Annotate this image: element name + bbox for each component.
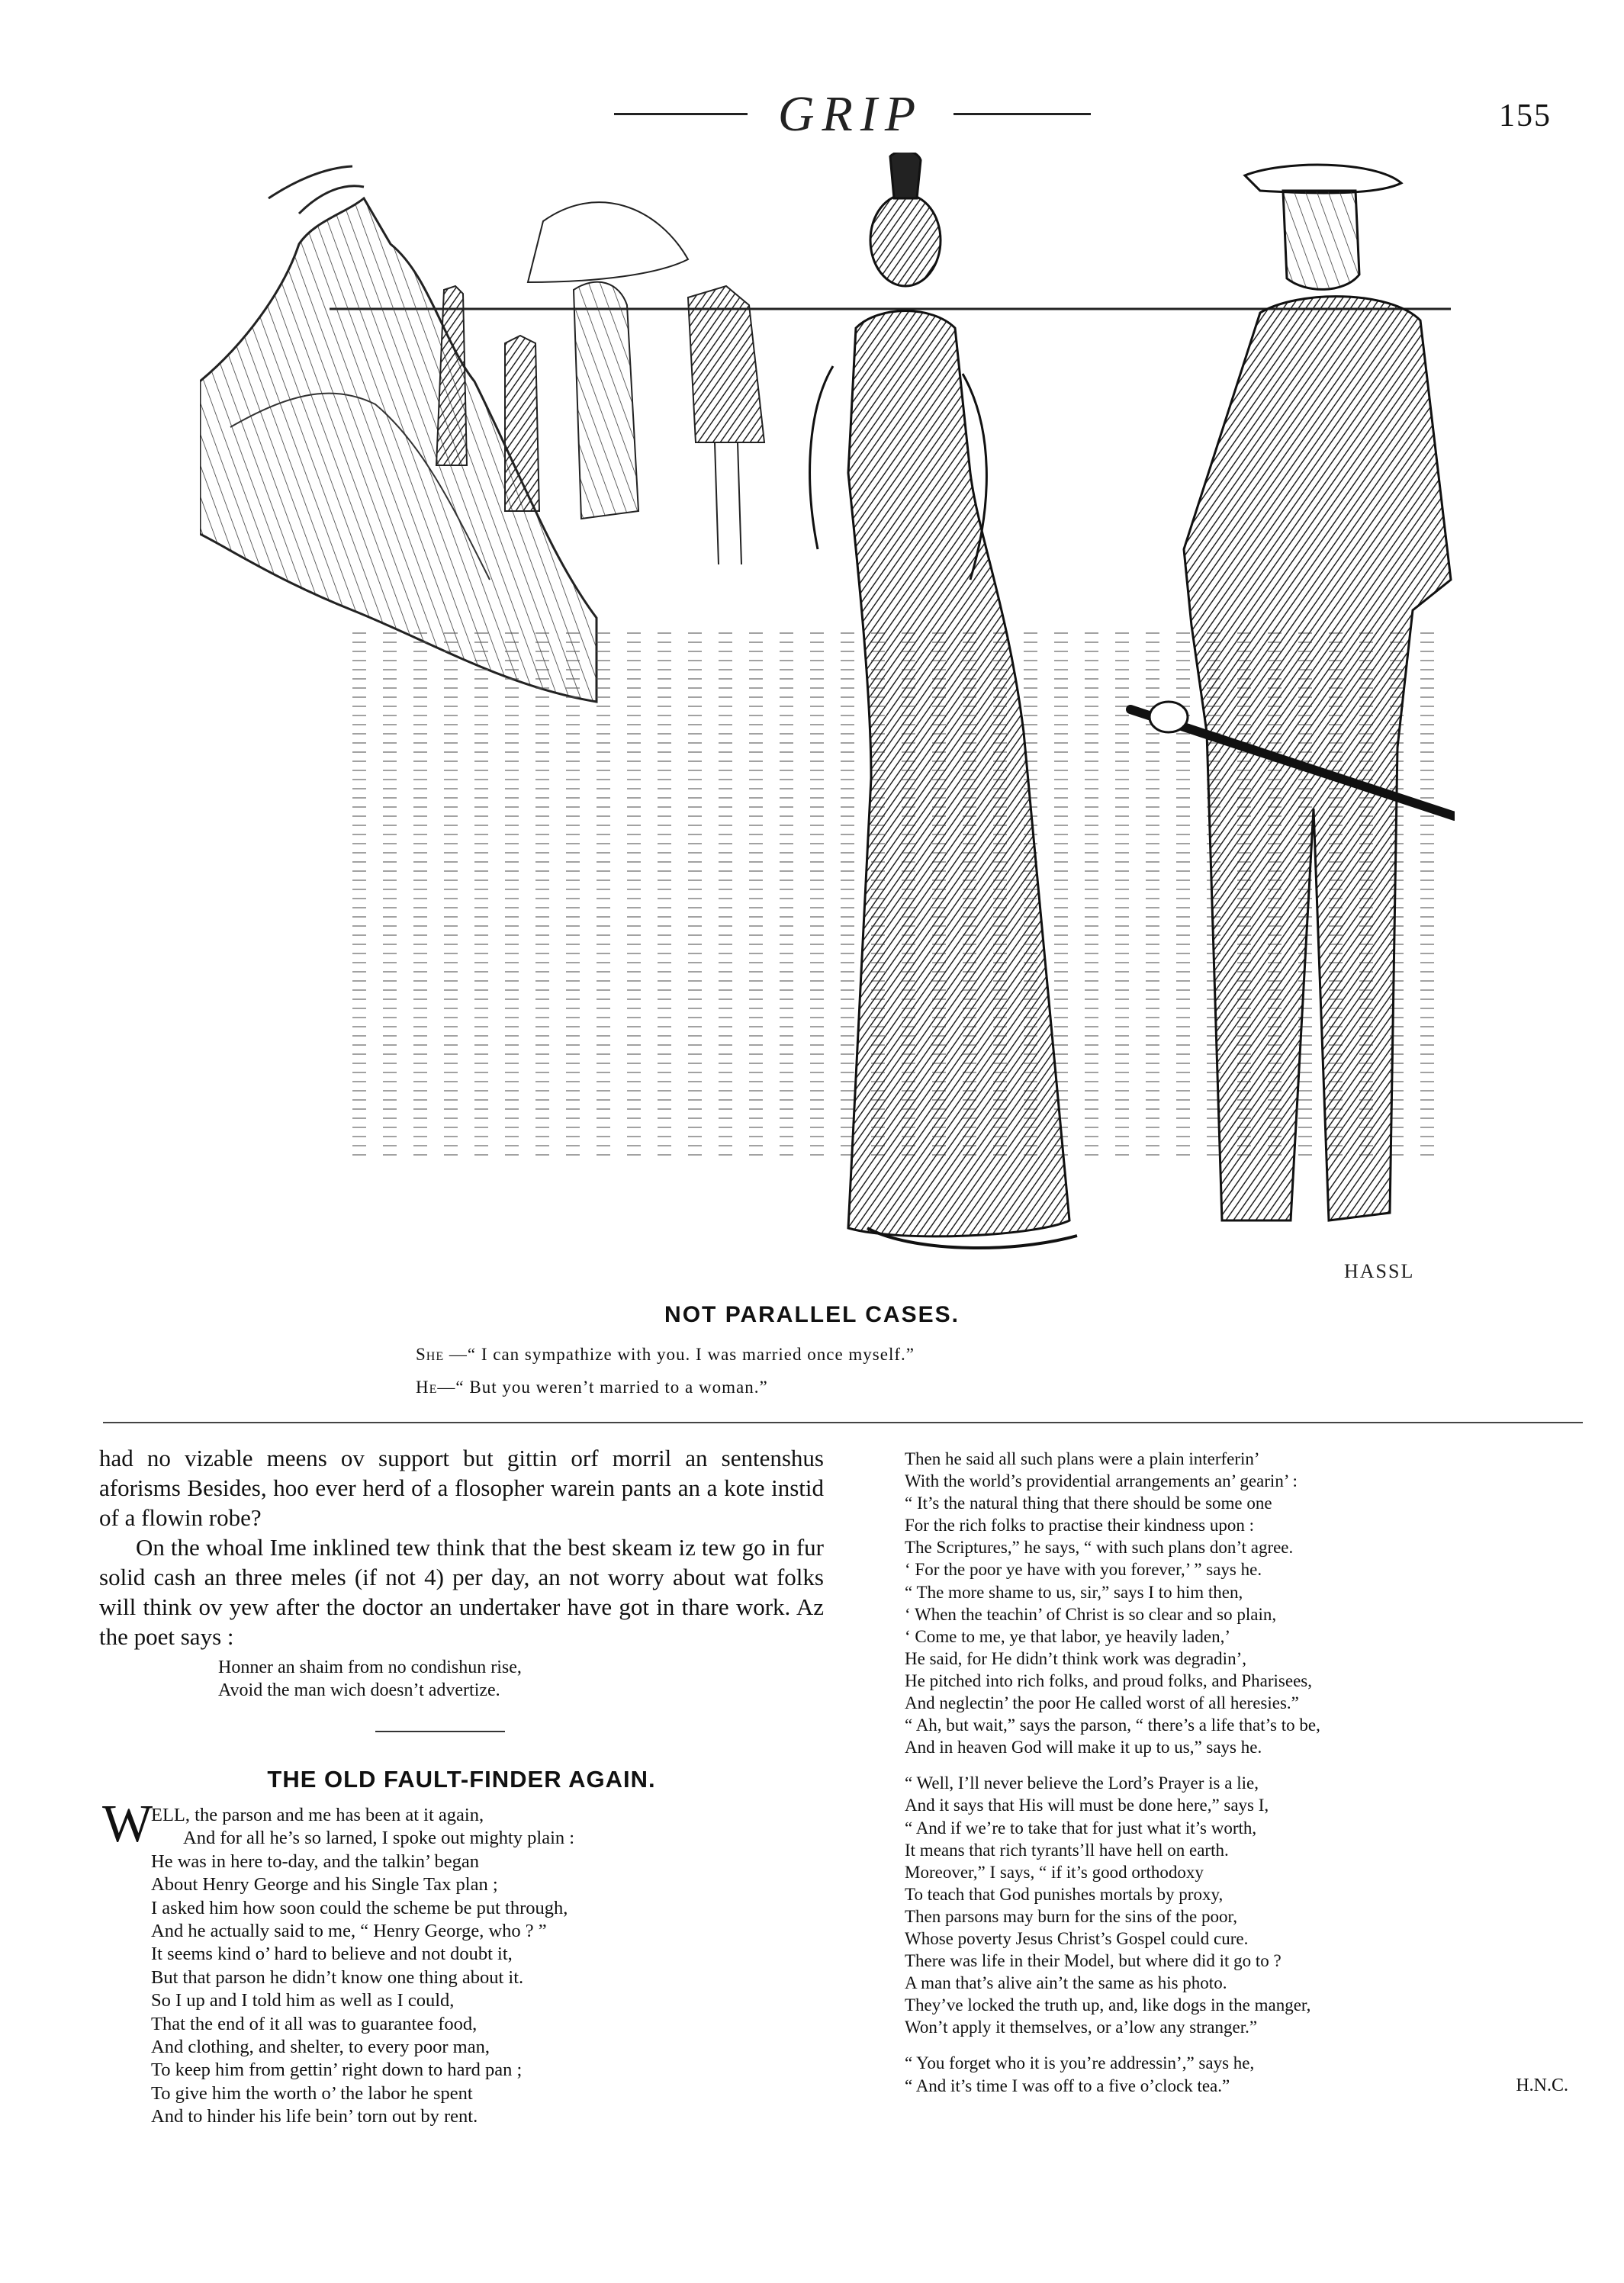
poem-line: There was life in their Model, but where did it go to ? (905, 1951, 1282, 1971)
poem-line: The Scriptures,” he says, “ with such plans don’t agree. (905, 1538, 1294, 1558)
poem-line: “ Well, I’ll never believe the Lord’s Prayer is a lie, (905, 1773, 1259, 1793)
masthead-rule-right (953, 113, 1091, 115)
poem-line: “ And if we’re to take that for just what it’s worth, (905, 1818, 1257, 1838)
poem-line: It means that rich tyrants’ll have hell on earth. (905, 1840, 1229, 1860)
stanza-1 (905, 1448, 1568, 1758)
poem-line: To keep him from gettin’ right down to hard pan ; (151, 2060, 523, 2081)
right-column (905, 1448, 1568, 2097)
poem-line: And clothing, and shelter, to every poor man, (151, 2037, 490, 2058)
paragraph-2: On the whoal Ime inklined tew think that the best skeam iz tew go in fur solid cash an three meles (if not 4) per day, an not worry about wat folks will think ov yew after the doctor an undertaker have got in thare work. Az the poet says : (99, 1534, 824, 1650)
poem-line: Whose poverty Jesus Christ’s Gospel could cure. (905, 1928, 1249, 1948)
poem-line: ‘ For the poor ye have with you forever,’ ” says he. (905, 1560, 1262, 1580)
caption-line-1 (416, 1345, 915, 1365)
poem-line: To give him the worth o’ the labor he spent (151, 2082, 473, 2104)
poem-line: A man that’s alive ain’t the same as his photo. (905, 1973, 1227, 1993)
drop-cap: W (102, 1795, 153, 1854)
poem-line: So I up and I told him as well as I could, (151, 1990, 455, 2011)
couplet-line: Honner an shaim from no condishun rise, (218, 1658, 522, 1677)
caption-title: NOT PARALLEL CASES. (664, 1302, 960, 1327)
masthead-rule-left (614, 113, 748, 115)
poem-line: It seems kind o’ hard to believe and not doubt it, (151, 1944, 513, 1965)
stanza-gap (905, 2038, 1568, 2052)
caption-divider (103, 1422, 1583, 1423)
stanza-2 (905, 1772, 1568, 2038)
poem-line: And neglectin’ the poor He called worst of all heresies.” (905, 1693, 1299, 1713)
poem-line: “ The more shame to us, sir,” says I to him then, (905, 1582, 1243, 1602)
poem-line: ‘ When the teachin’ of Christ is so clear and so plain, (905, 1604, 1277, 1624)
prose (99, 1443, 824, 1651)
poem-title: THE OLD FAULT-FINDER AGAIN. (267, 1766, 656, 1793)
poem-line: ‘ Come to me, ye that labor, ye heavily laden,’ (905, 1626, 1230, 1646)
poem-line: Then he said all such plans were a plain interferin’ (905, 1449, 1260, 1468)
poem-line: He said, for He didn’t think work was degradin’, (905, 1648, 1246, 1668)
poem-line: “ Ah, but wait,” says the parson, “ there’s a life that’s to be, (905, 1715, 1320, 1735)
poem-line: And to hinder his life bein’ torn out by rent. (151, 2106, 478, 2127)
poem-line: And he actually said to me, “ Henry George, who ? ” (151, 1921, 547, 1942)
cartoon-illustration (200, 153, 1455, 1293)
poem-line: “ And it’s time I was off to a five o’clock tea.” (905, 2076, 1230, 2095)
poem-line: Won’t apply it themselves, or a’low any stranger.” (905, 2018, 1258, 2037)
couplet-line: Avoid the man wich doesn’t advertize. (218, 1680, 500, 1700)
masthead (0, 76, 1624, 142)
poem (102, 1795, 824, 2129)
caption-text-she: —“ I can sympathize with you. I was married once myself.” (444, 1345, 915, 1364)
caption-speaker-she: She (416, 1345, 445, 1364)
page-number: 155 (1499, 98, 1552, 133)
poem-line: He was in here to-day, and the talkin’ began (151, 1851, 479, 1872)
poem-line: “ You forget who it is you’re addressin’,” says he, (905, 2053, 1255, 2073)
poem-line: And it says that His will must be done here,” says I, (905, 1796, 1269, 1815)
poem-line: That the end of it all was to guarantee food, (151, 2013, 478, 2034)
poem-line: For the rich folks to practise their kindness upon : (905, 1516, 1255, 1535)
poem-line: “ It’s the natural thing that there should be some one (905, 1494, 1272, 1513)
artist-signature: HASSL (1344, 1260, 1415, 1282)
poem-line: He pitched into rich folks, and proud folks, and Pharisees, (905, 1670, 1312, 1690)
poem-line: But that parson he didn’t know one thing about it. (151, 1966, 524, 1988)
section-divider (375, 1731, 505, 1732)
poem-line: Then parsons may burn for the sins of the poor, (905, 1906, 1237, 1926)
masthead-title: GRIP (777, 86, 924, 142)
stanza-gap (905, 1758, 1568, 1772)
poem-line: With the world’s providential arrangements an’ gearin’ : (905, 1471, 1298, 1491)
caption-line-2 (416, 1378, 768, 1397)
couplet (218, 1656, 824, 1702)
caption-text-he: —“ But you weren’t married to a woman.” (437, 1378, 768, 1397)
poem-line: I asked him how soon could the scheme be put through, (151, 1897, 568, 1918)
poem-first-line: ELL, the parson and me has been at it again, (151, 1805, 484, 1825)
poem-line: And in heaven God will make it up to us,” says he. (905, 1738, 1262, 1757)
poem-line: About Henry George and his Single Tax plan ; (151, 1874, 498, 1896)
left-column (99, 1443, 824, 2129)
author-signature: H.N.C. (1516, 2075, 1568, 2095)
paragraph-1: had no vizable meens ov support but gittin orf morril an sentenshus aforisms Besides, hoo ever herd of a flosopher warein pants an a kote instid of a flowin robe? (99, 1445, 824, 1531)
poem-line: To teach that God punishes mortals by proxy, (905, 1884, 1224, 1904)
poem-line: And for all he’s so larned, I spoke out mighty plain : (183, 1828, 575, 1849)
caption-speaker-he: He (416, 1378, 438, 1397)
poem-line: Moreover,” I says, “ if it’s good orthodoxy (905, 1862, 1204, 1882)
poem-line: They’ve locked the truth up, and, like dogs in the manger, (905, 1995, 1311, 2015)
